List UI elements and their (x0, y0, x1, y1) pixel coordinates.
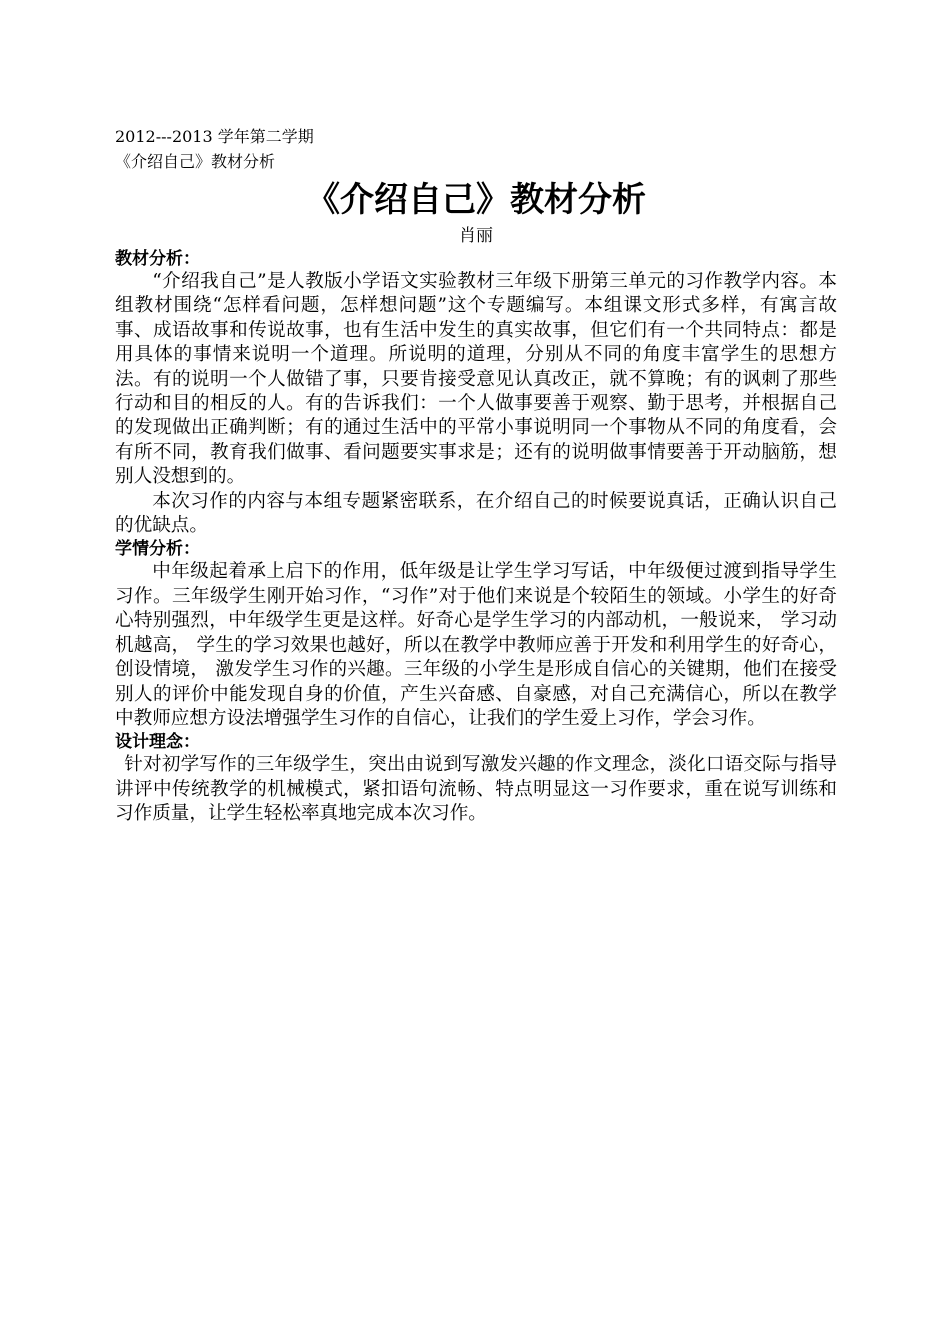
paragraph: “介绍我自己”是人教版小学语文实验教材三年级下册第三单元的习作教学内容。本组教材围绕“怎样看问题，怎样想问题”这个专题编写。本组课文形式多样，有寓言故事、成语故事和传说故事，也有生活中发生的真实故事，但它们有一个共同特点：都是用具体的事情来说明一个道理。所说明的道理，分别从不同的角度丰富学生的思想方法。有的说明一个人做错了事，只要肯接受意见认真改正，就不算晚；有的讽刺了那些行动和目的相反的人。有的告诉我们：一个人做事要善于观察、勤于思考，并根据自己的发现做出正确判断；有的通过生活中的平常小事说明同一个事物从不同的角度看，会有所不同，教育我们做事、看问题要实事求是；还有的说明做事情要善于开动脑筋，想别人没想到的。 (115, 271, 837, 488)
term-line: 2012---2013 学年第二学期 (115, 127, 314, 146)
author-name: 肖丽 (459, 226, 493, 246)
section-heading: 学情分析： (115, 539, 200, 560)
doc-name-line: 《介绍自己》教材分析 (115, 152, 276, 171)
section-design-concept (115, 731, 837, 826)
section-student-analysis (115, 538, 837, 731)
section-heading: 设计理念： (115, 732, 200, 753)
document-page (115, 124, 837, 827)
section-heading: 教材分析： (115, 249, 200, 269)
paragraph: 针对初学写作的三年级学生，突出由说到写激发兴趣的作文理念，淡化口语交际与指导讲评中传统教学的机械模式，紧扣语句流畅、特点明显这一习作要求，重在说写训练和习作质量，让学生轻松率真地完成本次习作。 (115, 754, 837, 825)
document-title: 《介绍自己》教材分析 (306, 180, 646, 220)
paragraph: 本次习作的内容与本组专题紧密联系，在介绍自己的时候要说真话，正确认识自己的优缺点。 (115, 490, 837, 537)
paragraph: 中年级起着承上启下的作用，低年级是让学生学习写话，中年级便过渡到指导学生习作。三年级学生刚开始习作，“习作”对于他们来说是个较陌生的领域。小学生的好奇心特别强烈，中年级学生更是这样。好奇心是学生学习的内部动机，一般说来， 学习动机越高， 学生的学习效果也越好，所以在教学中教师应善于开发和利用学生的好奇心，创设情境， 激发学生习作的兴趣。三年级的小学生是形成自信心的关键期，他们在接受别人的评价中能发现自身的价值，产生兴奋感、自豪感，对自己充满信心，所以在教学中教师应想方设法增强学生习作的自信心，让我们的学生爱上习作，学会习作。 (115, 561, 837, 729)
section-textbook-analysis (115, 248, 837, 538)
